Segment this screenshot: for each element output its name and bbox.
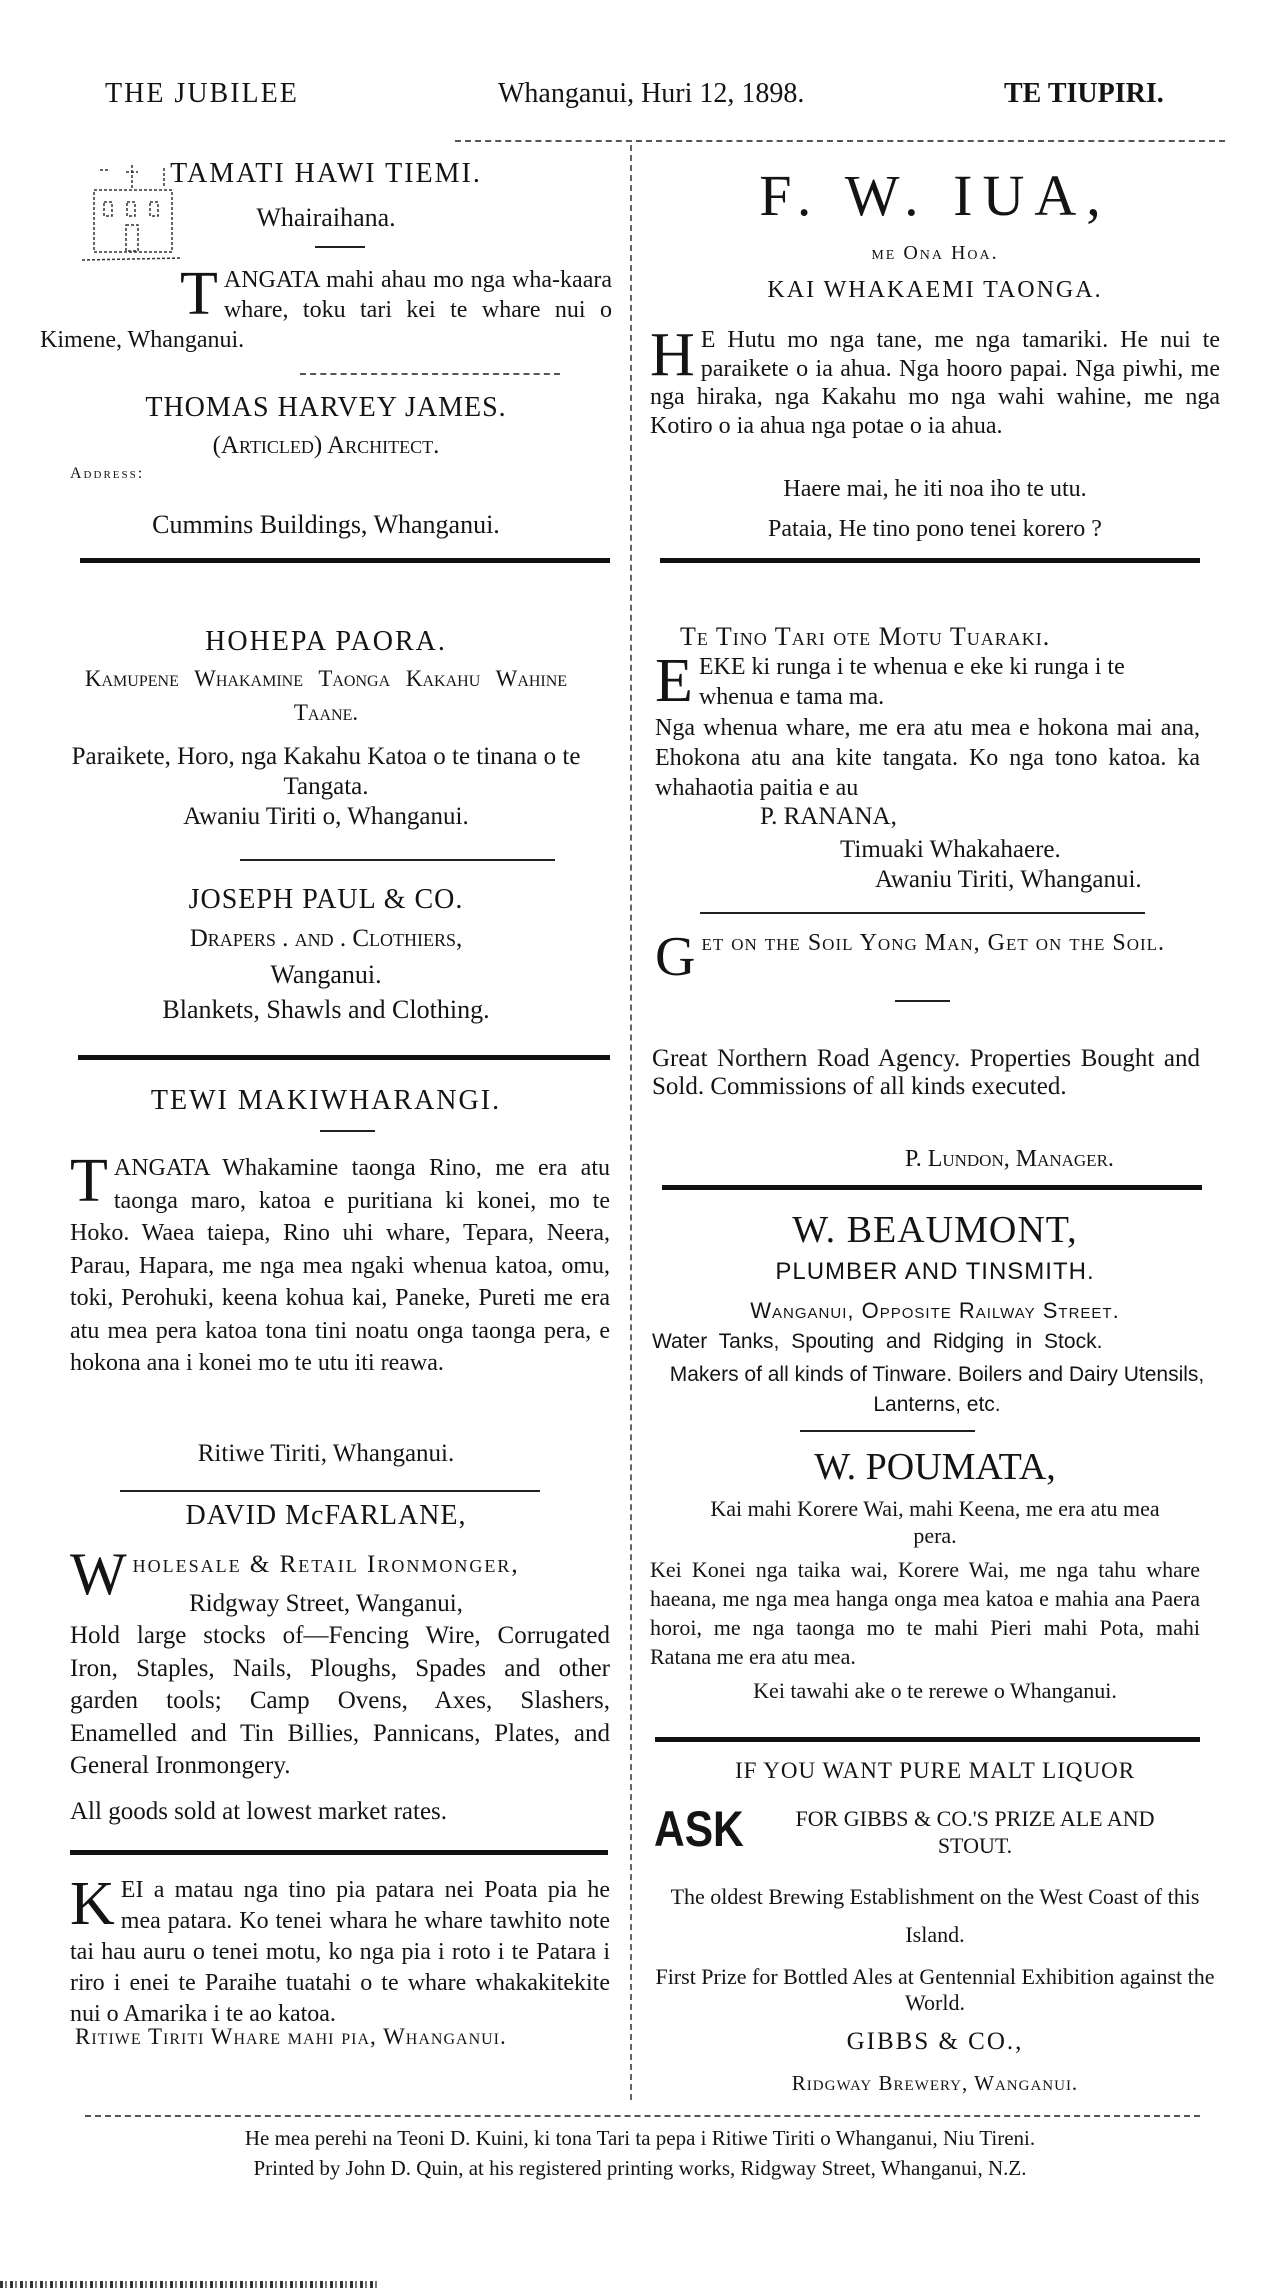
- gibbs-ask-rest: FOR GIBBS & CO.'S PRIZE ALE AND STOUT.: [795, 1806, 1155, 1858]
- beaumont-subtitle: PLUMBER AND TINSMITH.: [775, 1258, 1095, 1285]
- footer-line-english: Printed by John D. Quin, at his registered printing works, Ridgway Street, Whanganui, N.Z.: [253, 2156, 1027, 2180]
- poumata-title: W. POUMATA,: [814, 1446, 1056, 1488]
- beaumont-body2: Makers of all kinds of Tinware. Boilers and Dairy Utensils, Lanterns, etc.: [669, 1363, 1205, 1416]
- gibbs-body2: First Prize for Bottled Ales at Gentennial Exhibition against the World.: [655, 1964, 1215, 2015]
- david-subtitle: W holesale & Retail Ironmonger,: [70, 1541, 520, 1607]
- lundon-signature: P. Lundon, Manager.: [905, 1146, 1114, 1172]
- poumata-body1: Kai mahi Korere Wai, mahi Keena, me era atu mea pera.: [710, 1496, 1160, 1548]
- footer-line-maori: He mea perehi na Teoni D. Kuini, ki tona Tari ta pepa i Ritiwe Tiriti o Whanganui, Niu Tireni.: [244, 2126, 1036, 2150]
- section-rule: [660, 558, 1200, 563]
- gibbs-ask: ASK: [654, 1801, 744, 1857]
- masthead-date: Whanganui, Huri 12, 1898.: [498, 78, 805, 109]
- thomas-address: Cummins Buildings, Whanganui.: [152, 510, 500, 539]
- iua-body: H E Hutu mo nga tane, me nga tamariki. He nui te paraikete o ia ahua. Nga hooro papai. Nga piwhi, me nga hiraka, nga Kakahu mo nga wahi wahine, me nga Kotiro o ia ahua nga potae o ia ahua.: [650, 321, 1220, 439]
- gibbs-body1: The oldest Brewing Establishment on the West Coast of this Island.: [670, 1884, 1200, 1947]
- lundon-headline: G et on the Soil Yong Man, Get on the Soil.: [655, 926, 1166, 988]
- poumata-body2: Kei Konei nga taika wai, Korere Wai, me nga tahu whare haeana, me nga mea hanga onga mea katoa e mahia ana Paera horoi, me nga taonga mo te mahi Pieri mahi Pota, mahi Ratana me era atu mea.: [650, 1557, 1200, 1669]
- tewi-body: T ANGATA Whakamine taonga Rino, me era atu taonga maro, katoa e puritiana ki konei, mo te Hoko. Waea taiepa, Rino uhi whare, Tepara, Neera, Parau, Hapara, me nga mea ngaki whenua katoa, omu, toki, Perohuki, keena kohua kai, Paneke, Pureti me era atu mea pera katoa tona tini noatu onga taonga pera, e hokona ana i konei mo te utu iti reawa.: [70, 1147, 610, 1376]
- masthead-right: TE TIUPIRI.: [1004, 78, 1164, 109]
- thomas-address-label: Address:: [70, 465, 145, 482]
- tewi-address: Ritiwe Tiriti, Whanganui.: [197, 1440, 455, 1467]
- divider: [300, 373, 560, 375]
- iua-title: F. W. IUA,: [759, 163, 1111, 228]
- divider: [240, 859, 555, 861]
- thomas-role: (Articled) Architect.: [212, 432, 440, 459]
- joseph-subtitle: Drapers . and . Clothiers,: [189, 925, 463, 952]
- david-body: Hold large stocks of—Fencing Wire, Corrugated Iron, Staples, Nails, Ploughs, Spades and other garden tools; Camp Ovens, Axes, Slashers, Enamelled and Tin Billies, Pannicans, Plates, and General Ironmongery.: [70, 1622, 610, 1779]
- hohepa-title: HOHEPA PAORA.: [205, 626, 447, 657]
- iua-subtitle: me Ona Hoa.: [871, 242, 999, 264]
- ranana-role: Timuaki Whakahaere.: [840, 836, 1061, 863]
- drop-cap: H: [650, 321, 695, 389]
- drop-cap: T: [180, 260, 218, 328]
- gibbs-name: GIBBS & CO.,: [846, 2028, 1024, 2055]
- iua-line1: Haere mai, he iti noa iho te utu.: [783, 476, 1087, 502]
- gibbs-address: Ridgway Brewery, Wanganui.: [791, 2071, 1079, 2095]
- lundon-body: Great Northern Road Agency. Properties Bought and Sold. Commissions of all kinds executed.: [652, 1045, 1200, 1100]
- drop-cap: E: [655, 647, 693, 715]
- divider: [320, 1130, 375, 1132]
- divider: [315, 246, 365, 248]
- david-title: DAVID McFARLANE,: [185, 1500, 467, 1531]
- tamati-title: TAMATI HAWI TIEMI.: [170, 158, 482, 189]
- divider: [120, 1490, 540, 1492]
- hohepa-address: Awaniu Tiriti o, Whanganui.: [183, 803, 469, 830]
- column-rule: [630, 145, 632, 2100]
- joseph-body: Blankets, Shawls and Clothing.: [162, 995, 490, 1024]
- tamati-body: T ANGATA mahi ahau mo nga wha-kaara whare, toku tari kei te whare nui o Kimene, Whanganui.: [40, 260, 612, 353]
- kei-body: K EI a matau nga tino pia patara nei Poata pia he mea patara. Ko tenei whara he whare tawhito note tai hau auru o tenei motu, ko nga pia i roto i te Patara i riro i enei te Paraihe tuatahi o te whare whakakitekite nui o Amarika i te ao katoa.: [70, 1870, 610, 2027]
- poumata-address: Kei tawahi ake o te rerewe o Whanganui.: [753, 1678, 1117, 1703]
- building-logo: [82, 160, 182, 270]
- kei-address: Ritiwe Tiriti Whare mahi pia, Whanganui.: [75, 2024, 507, 2049]
- tewi-title: TEWI MAKIWHARANGI.: [150, 1085, 502, 1116]
- ranana-body2: Nga whenua whare, me era atu mea e hokona mai ana, Ehokona atu ana kite tangata. Ko nga tono katoa. ka whahaotia paitia e au: [655, 715, 1200, 801]
- section-rule: [655, 1737, 1200, 1742]
- thomas-title: THOMAS HARVEY JAMES.: [145, 392, 507, 423]
- drop-cap: W: [70, 1541, 127, 1607]
- ranana-address: Awaniu Tiriti, Whanganui.: [875, 866, 1142, 893]
- section-rule: [662, 1185, 1202, 1190]
- david-footer: All goods sold at lowest market rates.: [70, 1798, 448, 1825]
- divider: [700, 912, 1145, 914]
- header-rule: [455, 140, 1225, 142]
- footer-rule: [85, 2115, 1200, 2117]
- beaumont-address: Wanganui, Opposite Railway Street.: [750, 1298, 1120, 1323]
- drop-cap: T: [70, 1147, 108, 1215]
- divider: [895, 1000, 950, 1002]
- joseph-title: JOSEPH PAUL & CO.: [188, 884, 464, 915]
- tamati-subtitle: Whairaihana.: [256, 203, 396, 232]
- hohepa-body: Paraikete, Horo, nga Kakahu Katoa o te tinana o te Tangata.: [71, 743, 581, 800]
- iua-line2: Pataia, He tino pono tenei korero ?: [768, 516, 1102, 542]
- scan-artifact: [0, 2281, 380, 2288]
- david-address: Ridgway Street, Wanganui,: [189, 1590, 463, 1617]
- section-rule: [70, 1850, 608, 1855]
- divider: [800, 1430, 975, 1432]
- hohepa-subtitle: Kamupene Whakamine Taonga Kakahu Wahine Taane.: [84, 666, 568, 725]
- masthead-left: THE JUBILEE: [105, 78, 299, 109]
- ranana-title: Te Tino Tari ote Motu Tuaraki.: [680, 622, 1051, 651]
- iua-tagline: KAI WHAKAEMI TAONGA.: [767, 277, 1103, 303]
- joseph-town: Wanganui.: [270, 960, 382, 989]
- drop-cap: K: [70, 1870, 115, 1938]
- gibbs-headline: IF YOU WANT PURE MALT LIQUOR: [734, 1758, 1136, 1783]
- section-rule: [80, 558, 610, 563]
- ranana-body1: E EKE ki runga i te whenua e eke ki runga i te whenua e tama ma.: [655, 647, 1125, 715]
- ranana-signature: P. RANANA,: [760, 803, 897, 830]
- section-rule: [78, 1055, 610, 1060]
- drop-cap: G: [655, 926, 696, 988]
- beaumont-title: W. BEAUMONT,: [792, 1209, 1078, 1251]
- beaumont-body1: Water Tanks, Spouting and Ridging in Stock.: [652, 1330, 1103, 1353]
